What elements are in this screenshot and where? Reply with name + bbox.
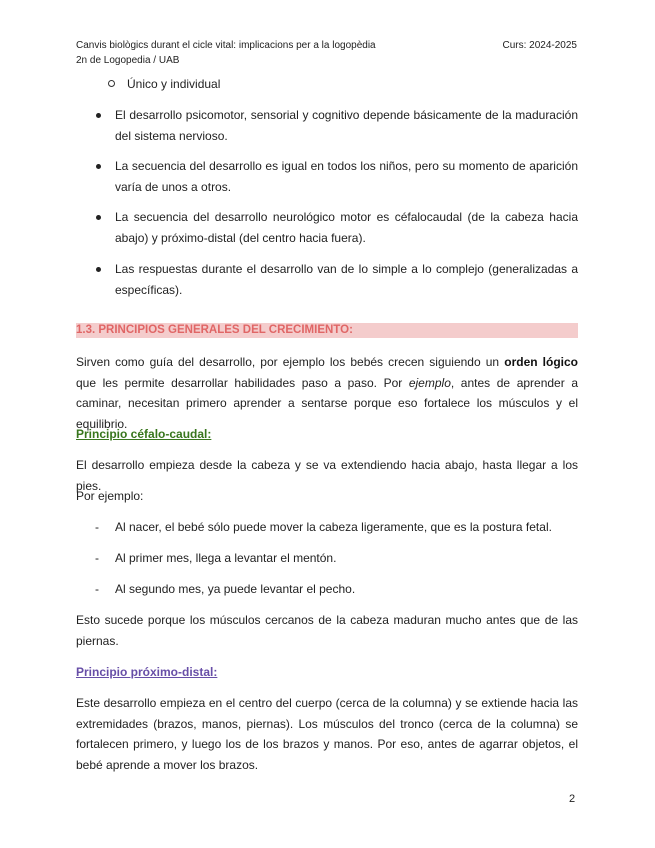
dash-text: Al segundo mes, ya puede levantar el pecho.: [115, 582, 356, 596]
intro-italic: ejemplo: [408, 375, 451, 390]
intro-bold: orden lógico: [504, 355, 579, 369]
bullet-icon: [96, 113, 101, 118]
dash-list-item: [95, 549, 575, 567]
sub-bullet-text: Único y individual: [127, 77, 221, 91]
bullet-icon: [96, 215, 101, 220]
dash-list-item: [95, 518, 575, 536]
intro-text-1: Sirven como guía del desarrollo, por ejemplo los bebés crecen siguiendo un: [76, 355, 505, 369]
dash-bullet: -: [95, 551, 99, 565]
principle1-text: El desarrollo empieza desde la cabeza y se va extendiendo hacia abajo, hasta llegar a los pies.: [76, 458, 578, 493]
hollow-bullet-icon: [108, 80, 115, 87]
dash-bullet: -: [95, 582, 99, 596]
section-heading: [76, 323, 578, 338]
header-subtitle: 2n de Logopedia / UAB: [76, 55, 180, 66]
bullet-item: [98, 259, 578, 300]
header-title: Canvis biològics durant el cicle vital: implicacions per a la logopèdia: [76, 40, 376, 51]
header-course: Curs: 2024-2025: [502, 40, 577, 51]
section-title: 1.3. PRINCIPIOS GENERALES DEL CRECIMIENTO:: [76, 324, 353, 336]
bullet-item: [98, 156, 578, 197]
bullet-icon: [96, 164, 101, 169]
bullet-text: Las respuestas durante el desarrollo van de lo simple a lo complejo (generalizadas a específicas).: [115, 262, 578, 297]
dash-text: Al nacer, el bebé sólo puede mover la cabeza ligeramente, que es la postura fetal.: [115, 520, 552, 534]
principle2-text: Este desarrollo empieza en el centro del cuerpo (cerca de la columna) y se extiende hacia las extremidades (brazos, manos, piernas). Los músculos del tronco (cerca de la columna) se fortalecen primero, y luego los de los brazos y manos. Por eso, antes de agarrar objetos, el bebé aprende a mover los brazos.: [76, 696, 578, 772]
bullet-item: [98, 105, 578, 146]
sub-bullet-item: [108, 76, 220, 92]
page-number: 2: [569, 793, 576, 805]
principle1-title: Principio céfalo-caudal:: [76, 427, 212, 441]
bullet-icon: [96, 267, 101, 272]
intro-text-2: que les permite desarrollar habilidades paso a paso. Por: [76, 375, 409, 390]
intro-paragraph: [76, 352, 578, 434]
dash-text: Al primer mes, llega a levantar el mentón.: [115, 551, 337, 565]
example-label: Por ejemplo:: [76, 489, 144, 503]
page-header: [76, 38, 577, 68]
dash-bullet: -: [95, 520, 99, 534]
dash-list-item: [95, 580, 575, 598]
bullet-text: La secuencia del desarrollo neurológico motor es céfalocaudal (de la cabeza hacia abajo) y próximo-distal (del centro hacia fuera).: [115, 210, 578, 245]
principle2-title: Principio próximo-distal:: [76, 665, 218, 679]
bullet-item: [98, 207, 578, 248]
intro-text-3: , antes de aprender a caminar, necesitan primero aprender a sentarse porque eso fortalece los músculos y el equilibrio.: [76, 375, 578, 431]
bullet-text: La secuencia del desarrollo es igual en todos los niños, pero su momento de aparición varía de unos a otros.: [115, 159, 578, 194]
principle1-conclusion: Esto sucede porque los músculos cercanos de la cabeza maduran mucho antes que de las piernas.: [76, 613, 578, 648]
bullet-text: El desarrollo psicomotor, sensorial y cognitivo depende básicamente de la maduración del sistema nervioso.: [115, 108, 578, 143]
